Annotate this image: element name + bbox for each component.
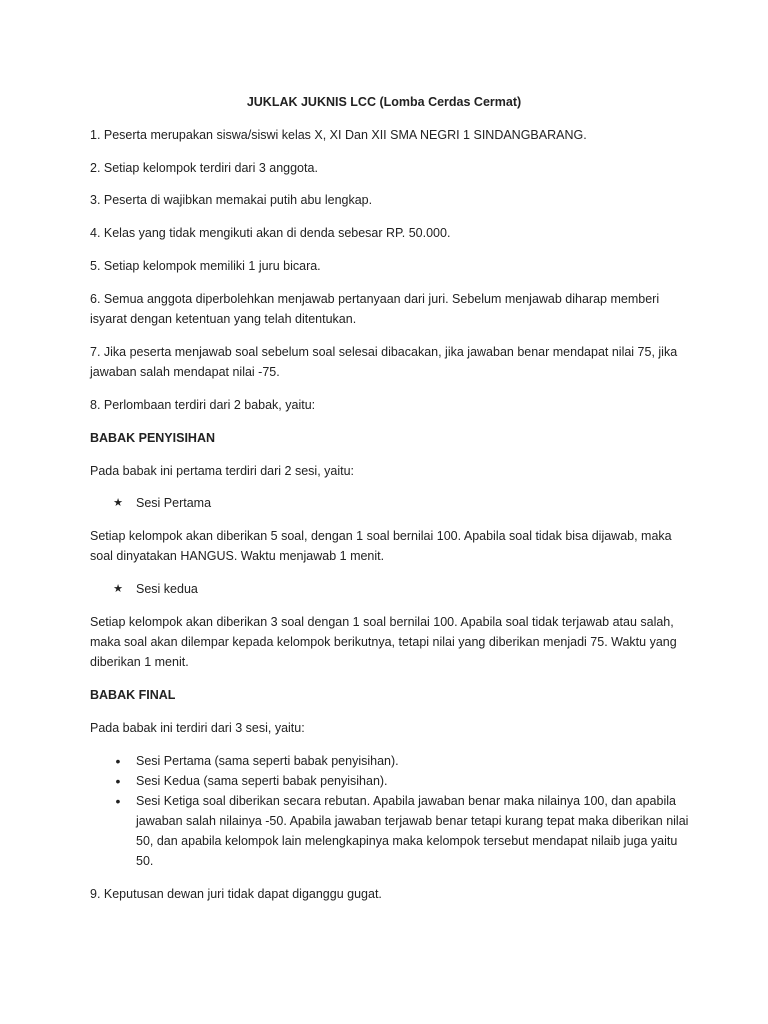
rule-item-9: 9. Keputusan dewan juri tidak dapat diganggu gugat. [90,887,382,901]
list-item [90,579,690,599]
final-sesi-kedua: Sesi Kedua (sama seperti babak penyisihan). [136,774,388,788]
sesi-kedua-text: Setiap kelompok akan diberikan 3 soal dengan 1 soal bernilai 100. Apabila soal tidak terjawab atau salah, maka soal akan dilempar kepada kelompok berikutnya, tetapi nilai yang diberikan menjadi 75. Waktu yang diberikan 1 menit. [90,615,677,669]
list-item [90,771,690,791]
sesi-kedua-label: Sesi kedua [136,582,198,596]
rule-item-8: 8. Perlombaan terdiri dari 2 babak, yaitu: [90,398,316,412]
rule-item-3: 3. Peserta di wajibkan memakai putih abu lengkap. [90,193,373,207]
final-sesi-pertama: Sesi Pertama (sama seperti babak penyisihan). [136,754,399,768]
star-bullet-icon: ★ [113,583,123,595]
rule-item-5: 5. Setiap kelompok memiliki 1 juru bicara. [90,259,321,273]
final-sesi-ketiga: Sesi Ketiga soal diberikan secara rebutan. Apabila jawaban benar maka nilainya 100, dan apabila jawaban salah nilainya -50. Apabila jawaban terjawab benar tetapi kurang tepat maka diberikan nilai 50, dan apabila kelompok lain melengkapinya maka kelompok tersebut mendapat nilaib juga yaitu 50. [136,794,689,868]
dot-bullet-icon: • [115,753,121,769]
rule-item-7: 7. Jika peserta menjawab soal sebelum soal selesai dibacakan, jika jawaban benar mendapat nilai 75, jika jawaban salah mendapat nilai -75. [90,345,678,379]
list-item [90,791,690,871]
rule-item-6: 6. Semua anggota diperbolehkan menjawab pertanyaan dari juri. Sebelum menjawab diharap memberi isyarat dengan ketentuan yang telah ditentukan. [90,292,660,326]
document-title: JUKLAK JUKNIS LCC (Lomba Cerdas Cermat) [246,95,522,109]
rule-item-2: 2. Setiap kelompok terdiri dari 3 anggota. [90,161,318,175]
rule-item-1: 1. Peserta merupakan siswa/siswi kelas X, XI Dan XII SMA NEGRI 1 SINDANGBARANG. [90,128,587,142]
final-heading: BABAK FINAL [90,688,176,702]
list-item [90,751,690,771]
penyisihan-intro: Pada babak ini pertama terdiri dari 2 sesi, yaitu: [90,464,355,478]
rule-item-4: 4. Kelas yang tidak mengikuti akan di denda sebesar RP. 50.000. [90,226,451,240]
penyisihan-heading: BABAK PENYISIHAN [90,431,216,445]
final-intro: Pada babak ini terdiri dari 3 sesi, yaitu: [90,721,305,735]
list-item [90,493,690,513]
sesi-pertama-text: Setiap kelompok akan diberikan 5 soal, dengan 1 soal bernilai 100. Apabila soal tidak bisa dijawab, maka soal dinyatakan HANGUS. Waktu menjawab 1 menit. [90,529,672,563]
sesi-pertama-label: Sesi Pertama [136,496,212,510]
star-bullet-icon: ★ [113,497,123,509]
dot-bullet-icon: • [115,793,121,809]
dot-bullet-icon: • [115,773,121,789]
